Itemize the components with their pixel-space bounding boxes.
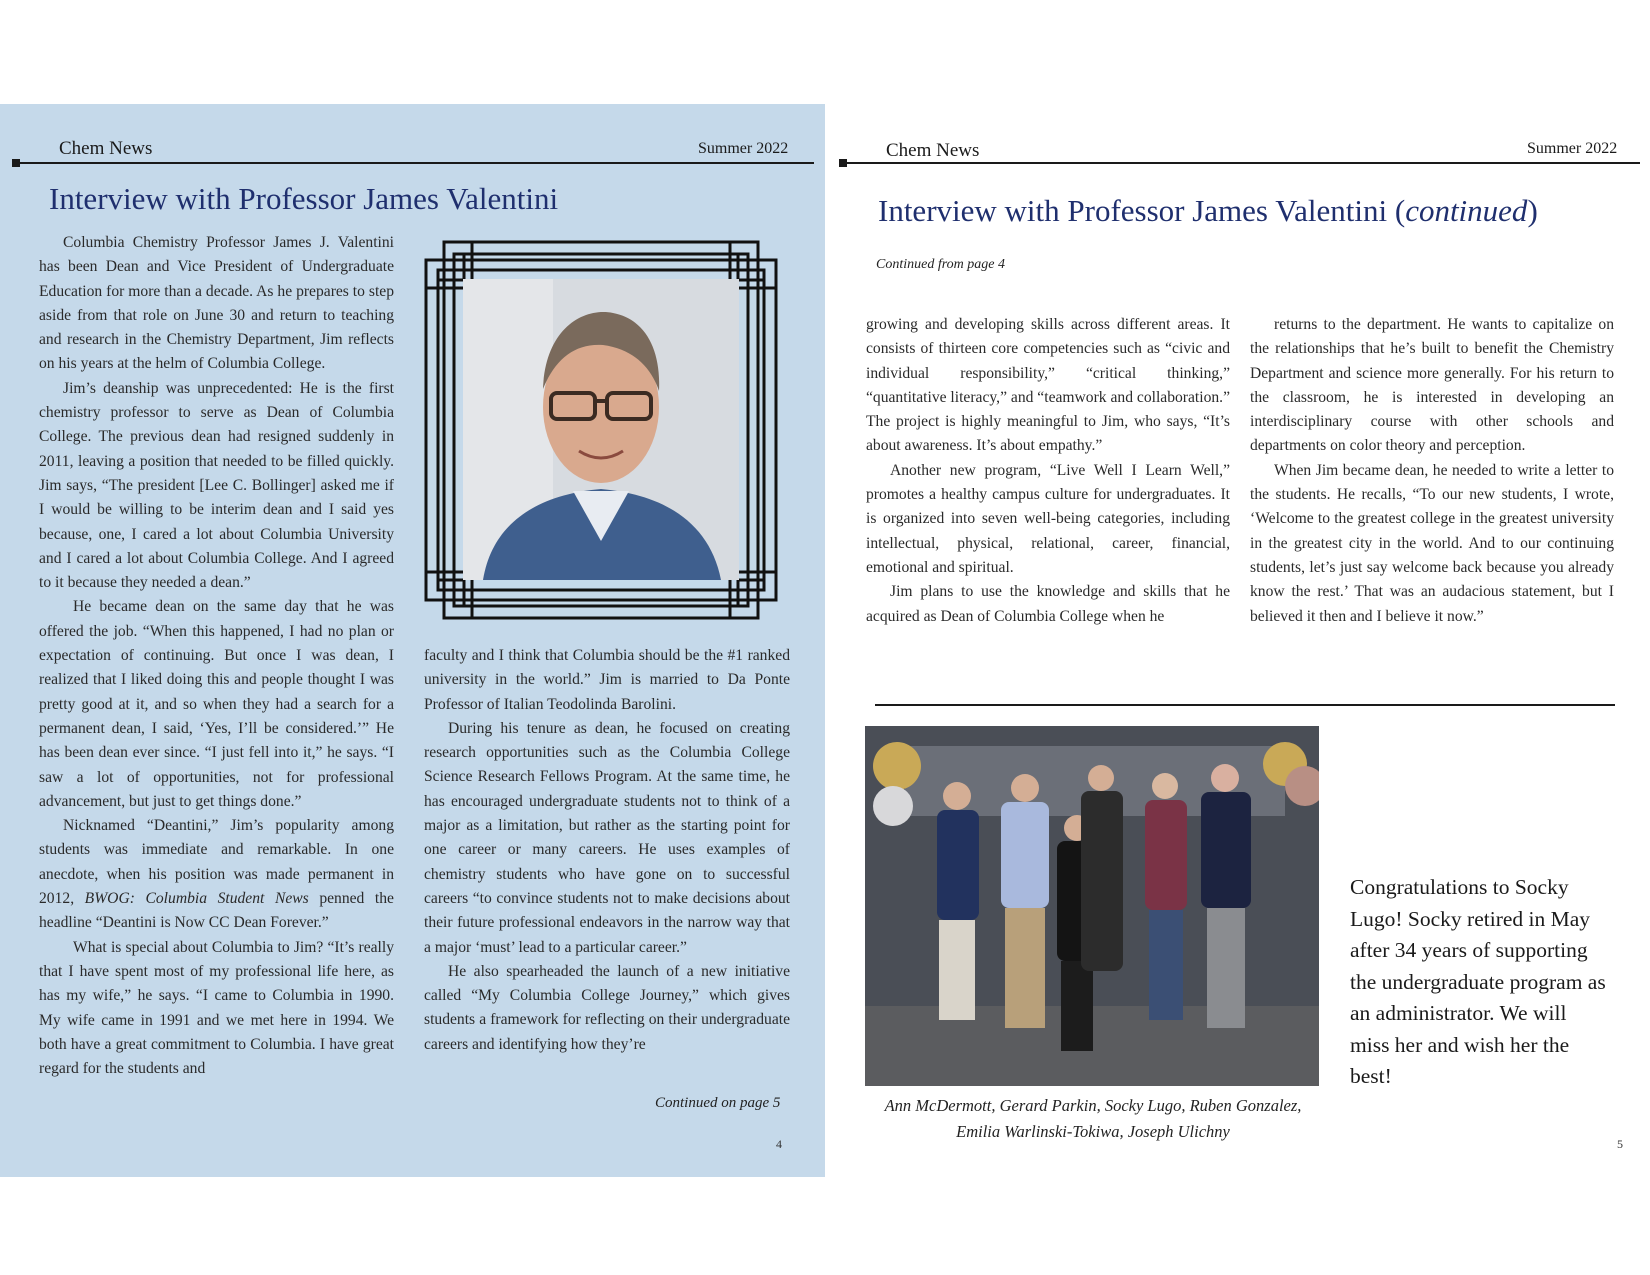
left-header-title: Chem News	[59, 138, 153, 159]
right-header-rule	[843, 162, 1640, 164]
portrait-photo	[463, 279, 739, 580]
left-header-date: Summer 2022	[698, 140, 789, 157]
paragraph: When Jim became dean, he needed to write a letter to the students. He recalls, “To our new students, I wrote, ‘Welcome to the greatest college in the greatest university in the greatest city in the world. And to our continuing students, let’s just say welcome back because you already know the rest.’ That was an audacious statement, but I believed it then and I believe it now.”	[1250, 461, 1614, 625]
right-page-title: Interview with Professor James Valentini (continued)	[878, 193, 1538, 228]
paragraph: He became dean on the same day that he was offered the job. “When this happened, I had no plan or expectation of continuing. But once I was dean, I realized that I liked doing this and people thought I was pretty good at it, and so when they had a search for a permanent dean, I said, ‘Yes, I’ll be considered.’” He has been dean ever since. “I just fell into it,” he says. “I saw a lot of opportunities, not for professional advancement, but just to get things done.”	[39, 598, 394, 810]
paragraph: faculty and I think that Columbia should be the #1 ranked university in the world.” Jim is married to Da Ponte Professor of Italian Teodolinda Barolini.	[424, 647, 790, 713]
group-photo	[865, 726, 1319, 1086]
right-article-column-1	[866, 313, 1230, 629]
continued-from-note: Continued from page 4	[876, 257, 1005, 272]
section-divider	[875, 704, 1615, 706]
left-header-rule	[16, 162, 814, 164]
paragraph: Nicknamed “Deantini,” Jim’s popularity among students was immediate and remarkable. In one anecdote, when his position was made permanent in 2012, BWOG: Columbia Student News penned the headline “Deantini is Now CC Dean Forever.”	[39, 817, 394, 932]
left-article-column-2	[424, 644, 790, 1057]
photo-caption: Ann McDermott, Gerard Parkin, Socky Lugo, Ruben Gonzalez, Emilia Warlinski-Tokiwa, Joseph Ulichny	[884, 1096, 1302, 1141]
right-page-number: 5	[1617, 1137, 1623, 1151]
paragraph: growing and developing skills across different areas. It consists of thirteen core competencies such as “civic and individual responsibility,” “critical thinking,” “quantitative literacy,” and “teamwork and collaboration.” The project is highly meaningful to Jim, who says, “It’s about awareness. It’s about empathy.”	[866, 316, 1230, 455]
publication-name: BWOG: Columbia Student News	[84, 890, 309, 908]
left-page-title: Interview with Professor James Valentini	[49, 181, 559, 216]
left-article-column-1	[39, 231, 394, 1081]
right-header-date: Summer 2022	[1527, 140, 1618, 157]
right-header-title: Chem News	[886, 140, 980, 161]
paragraph: returns to the department. He wants to capitalize on the relationships that he’s built to benefit the Chemistry Department and science more generally. For his return to the classroom, he is interested in developing an interdisciplinary course with other schools and departments on color theory and perception.	[1250, 316, 1614, 455]
left-page-number: 4	[776, 1137, 782, 1151]
right-article-column-2	[1250, 313, 1614, 629]
paragraph: During his tenure as dean, he focused on creating research opportunities such as the Columbia College Science Research Fellows Program. At the same time, he has encouraged undergraduate students not to think of a major as a limitation, but rather as the starting point for one career or many careers. He uses examples of chemistry students who have gone on to successful careers “to convince students not to make decisions about their future professional endeavors in the narrow way that a major ‘must’ lead to a particular career.”	[424, 719, 790, 956]
paragraph: Another new program, “Live Well I Learn Well,” promotes a healthy campus culture for undergraduates. It is organized into seven well-being categories, including intellectual, physical, relational, career, financial, emotional and spiritual.	[866, 461, 1230, 576]
paragraph: Jim plans to use the knowledge and skills that he acquired as Dean of Columbia College when he	[866, 583, 1230, 625]
paragraph: Columbia Chemistry Professor James J. Valentini has been Dean and Vice President of Undergraduate Education for more than a decade. As he prepares to step aside from that role on June 30 and return to teaching and research in the Chemistry Department, Jim reflects on his years at the helm of Columbia College.	[39, 234, 394, 373]
continued-on-note: Continued on page 5	[655, 1095, 781, 1111]
congratulations-note: Congratulations to Socky Lugo! Socky retired in May after 34 years of supporting the undergraduate program as an administrator. We will miss her and wish her the best!	[1350, 875, 1606, 1088]
paragraph: He also spearheaded the launch of a new initiative called “My Columbia College Journey,” which gives students a framework for reflecting on their undergraduate careers and identifying how they’re	[424, 962, 790, 1053]
paragraph: Jim’s deanship was unprecedented: He is the first chemistry professor to serve as Dean of Columbia College. The previous dean had resigned suddenly in 2011, leaving a position that needed to be filled quickly. Jim says, “The president [Lee C. Bollinger] asked me if I would be willing to be interim dean and I said yes because, one, I cared a lot about Columbia University and I cared a lot about Columbia College. And I agreed to it because they needed a dean.”	[39, 379, 394, 592]
paragraph: What is special about Columbia to Jim? “It’s really that I have spent most of my professional life here, as has my wife,” he says. “I came to Columbia in 1990. My wife came in 1991 and we met here in 1994. We both have a great commitment to Columbia. I have great regard for the students and	[39, 938, 394, 1078]
